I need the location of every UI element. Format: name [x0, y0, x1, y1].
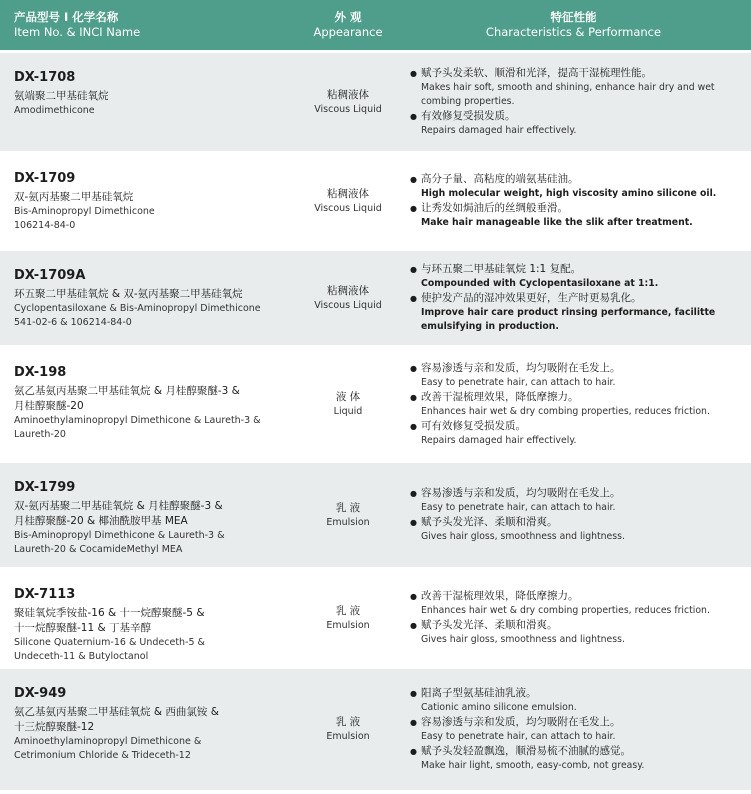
item-cell: [0, 570, 300, 666]
appearance-en: Viscous Liquid: [314, 103, 382, 115]
bullet-icon: ●: [410, 747, 417, 756]
item-code: DX-1709: [14, 171, 76, 186]
characteristics-cell: [396, 348, 751, 460]
feature-en: Compounded with Cyclopentasiloxane at 1:1.: [421, 278, 659, 289]
bullet-icon: ●: [410, 294, 417, 303]
feature-en: Improve hair care product rinsing performance, facilitte: [421, 307, 716, 318]
feature-en: Easy to penetrate hair, can attach to hair.: [421, 376, 616, 388]
feature-cn: 有效修复受损发质。: [421, 110, 516, 122]
appearance-cn: 粘稠液体: [327, 187, 369, 200]
chemical-name-cn: 双-氨丙基聚二甲基硅氧烷 & 月桂醇聚醚-3 &: [14, 500, 223, 512]
header-item-col: [0, 0, 300, 50]
appearance-en: Viscous Liquid: [314, 299, 382, 311]
feature-item: [410, 109, 745, 124]
inci-name: 541-02-6 & 106214-84-0: [14, 317, 132, 328]
feature-cn: 可有效修复受损发质。: [421, 419, 526, 432]
chemical-name-cn: 十一烷醇聚醚-11 & 丁基辛醇: [14, 622, 152, 634]
appearance-en: Emulsion: [326, 516, 370, 528]
inci-name: Cetrimonium Chloride & Trideceth-12: [14, 750, 191, 761]
feature-en: Gives hair gloss, smoothness and lightness.: [421, 531, 625, 542]
characteristics-cell: [396, 570, 751, 666]
appearance-en: Viscous Liquid: [314, 202, 382, 214]
feature-item: [410, 589, 745, 604]
feature-item: [410, 262, 745, 277]
item-code: DX-198: [14, 365, 67, 380]
feature-en: Repairs damaged hair effectively.: [421, 125, 577, 136]
feature-item: [410, 515, 745, 530]
characteristics-cell: [396, 669, 751, 790]
feature-cn: 容易渗透与亲和发质，均匀吸附在毛发上。: [421, 361, 621, 374]
feature-en: Enhances hair wet & dry combing properties, reduces friction.: [421, 605, 710, 616]
bullet-icon: ●: [410, 718, 417, 727]
characteristics-cell: [396, 251, 751, 345]
chemical-name-cn: 环五聚二甲基硅氧烷 & 双-氨丙基聚二甲基硅氧烷: [14, 288, 243, 300]
feature-cn: 阳离子型氨基硅油乳液。: [421, 687, 537, 699]
appearance-cell: [300, 53, 396, 151]
feature-en: Makes hair soft, smooth and shining, enhance hair dry and wet: [421, 82, 715, 93]
table-header: [0, 0, 751, 50]
feature-en: emulsifying in production.: [421, 321, 559, 332]
bullet-icon: ●: [410, 69, 417, 78]
inci-name: Cyclopentasiloxane & Bis-Aminopropyl Dimethicone: [14, 303, 261, 314]
feature-cn: 与环五聚二甲基硅氧烷 1:1 复配。: [421, 263, 582, 275]
inci-name: Silicone Quaternium-16 & Undeceth-5 &: [14, 637, 205, 648]
table-row: [0, 154, 751, 248]
header-characteristics-en: Characteristics & Performance: [485, 25, 662, 39]
bullet-icon: ●: [410, 392, 417, 402]
item-code: DX-1708: [14, 70, 76, 85]
bullet-icon: ●: [410, 592, 417, 601]
chemical-name-cn: 氨端聚二甲基硅氧烷: [14, 90, 109, 102]
feature-item: [410, 744, 745, 759]
appearance-cn: 乳 液: [335, 501, 361, 514]
bullet-icon: ●: [410, 421, 417, 431]
feature-item: [410, 486, 745, 501]
characteristics-cell: [396, 154, 751, 248]
feature-en: combing properties.: [421, 96, 515, 107]
item-cell: [0, 154, 300, 248]
item-code: DX-1709A: [14, 268, 86, 283]
bullet-icon: ●: [410, 175, 417, 184]
bullet-icon: ●: [410, 112, 417, 121]
item-cell: [0, 348, 300, 460]
header-item-cn: 产品型号 I 化学名称: [14, 10, 119, 24]
feature-item: [410, 419, 745, 434]
feature-cn: 赋予头发轻盈飘逸，顺滑易梳不油腻的感觉。: [421, 745, 631, 757]
feature-cn: 容易渗透与亲和发质，均匀吸附在毛发上。: [421, 487, 621, 499]
appearance-en: Liquid: [333, 405, 363, 417]
bullet-icon: ●: [410, 518, 417, 527]
feature-cn: 赋予头发柔软、顺滑和光泽，提高干湿梳理性能。: [421, 67, 652, 79]
feature-cn: 使护发产品的湿冲效果更好，生产时更易乳化。: [421, 292, 642, 304]
chemical-name-cn: 聚硅氧烷季铵盐-16 & 十一烷醇聚醚-5 &: [14, 607, 205, 619]
feature-en: Cationic amino silicone emulsion.: [421, 702, 577, 713]
table-row: [0, 463, 751, 567]
feature-item: [410, 172, 745, 187]
feature-item: [410, 618, 745, 633]
chemical-name-cn: 氨乙基氨丙基聚二甲基硅氧烷 & 月桂醇聚醚-3 &: [14, 385, 240, 397]
chemical-name-cn: 氨乙基氨丙基聚二甲基硅氧烷 & 西曲氯铵 &: [14, 706, 219, 718]
inci-name: Aminoethylaminopropyl Dimethicone &: [14, 736, 202, 747]
inci-name: Laureth-20: [14, 429, 66, 440]
appearance-cell: [300, 463, 396, 567]
header-item-en: Item No. & INCI Name: [14, 25, 141, 39]
inci-name: Laureth-20 & CocamideMethyl MEA: [14, 544, 183, 555]
inci-name: 106214-84-0: [14, 220, 76, 231]
appearance-cell: [300, 348, 396, 460]
feature-cn: 让秀发如焗油后的丝绸般垂滑。: [421, 202, 568, 214]
table-row: [0, 251, 751, 345]
feature-cn: 高分子量、高粘度的端氨基硅油。: [421, 173, 579, 185]
table-row: [0, 348, 751, 460]
chemical-name-cn: 月桂醇聚醚-20: [14, 400, 84, 412]
header-characteristics-col: [396, 0, 751, 50]
feature-item: [410, 715, 745, 730]
table-body: [0, 50, 751, 790]
appearance-en: Emulsion: [326, 731, 370, 742]
item-cell: [0, 251, 300, 345]
feature-item: [410, 291, 745, 306]
item-cell: [0, 463, 300, 567]
appearance-cn: 液 体: [335, 390, 361, 403]
bullet-icon: ●: [410, 621, 417, 630]
item-cell: [0, 53, 300, 151]
feature-item: [410, 66, 745, 81]
item-code: DX-7113: [14, 587, 76, 602]
inci-name: Bis-Aminopropyl Dimethicone: [14, 206, 155, 217]
chemical-name-cn: 双-氨丙基聚二甲基硅氧烷: [14, 191, 134, 203]
chemical-name-cn: 月桂醇聚醚-20 & 椰油酰胺甲基 MEA: [14, 515, 188, 527]
bullet-icon: ●: [410, 204, 417, 213]
header-characteristics-cn: 特征性能: [550, 10, 597, 24]
bullet-icon: ●: [410, 689, 417, 698]
feature-en: Enhances hair wet & dry combing properties, reduces friction.: [421, 405, 710, 417]
table-row: [0, 570, 751, 666]
feature-en: High molecular weight, high viscosity amino silicone oil.: [421, 188, 717, 199]
appearance-cell: [300, 570, 396, 666]
feature-en: Repairs damaged hair effectively.: [421, 434, 577, 446]
feature-en: Easy to penetrate hair, can attach to hair.: [421, 502, 616, 513]
feature-en: Gives hair gloss, smoothness and lightness.: [421, 634, 625, 645]
inci-name: Amodimethicone: [14, 105, 95, 116]
item-code: DX-1799: [14, 480, 76, 495]
appearance-cell: [300, 669, 396, 790]
appearance-cn: 粘稠液体: [327, 284, 369, 297]
appearance-cn: 乳 液: [335, 716, 361, 728]
inci-name: Undeceth-11 & Butyloctanol: [14, 651, 149, 662]
feature-cn: 改善干湿梳理效果，降低摩擦力。: [421, 390, 579, 403]
feature-cn: 赋予头发光泽、柔顺和滑爽。: [421, 516, 558, 528]
appearance-cn: 乳 液: [335, 604, 361, 617]
inci-name: Bis-Aminopropyl Dimethicone & Laureth-3 &: [14, 530, 225, 541]
feature-item: [410, 201, 745, 216]
table-row: [0, 669, 751, 790]
header-appearance-cn: 外 观: [334, 10, 362, 24]
bullet-icon: ●: [410, 363, 417, 373]
bullet-icon: ●: [410, 265, 417, 274]
header-appearance-col: [300, 0, 396, 50]
bullet-icon: ●: [410, 489, 417, 498]
appearance-cell: [300, 154, 396, 248]
appearance-cell: [300, 251, 396, 345]
feature-item: [410, 361, 745, 376]
header-appearance-en: Appearance: [313, 25, 383, 39]
feature-cn: 改善干湿梳理效果，降低摩擦力。: [421, 590, 579, 602]
feature-cn: 赋予头发光泽、柔顺和滑爽。: [421, 619, 558, 631]
characteristics-cell: [396, 463, 751, 567]
inci-name: Aminoethylaminopropyl Dimethicone & Laureth-3 &: [14, 415, 261, 426]
chemical-name-cn: 十三烷醇聚醚-12: [14, 721, 95, 733]
feature-item: [410, 390, 745, 405]
item-code: DX-949: [14, 686, 67, 701]
appearance-en: Emulsion: [326, 619, 370, 631]
feature-en: Make hair manageable like the slik after treatment.: [421, 217, 693, 228]
characteristics-cell: [396, 53, 751, 151]
feature-cn: 容易渗透与亲和发质，均匀吸附在毛发上。: [421, 716, 621, 728]
feature-en: Easy to penetrate hair, can attach to hair.: [421, 731, 616, 742]
feature-en: Make hair light, smooth, easy-comb, not greasy.: [421, 760, 645, 771]
appearance-cn: 粘稠液体: [327, 88, 369, 101]
item-cell: [0, 669, 300, 790]
table-row: [0, 53, 751, 151]
feature-item: [410, 686, 745, 701]
